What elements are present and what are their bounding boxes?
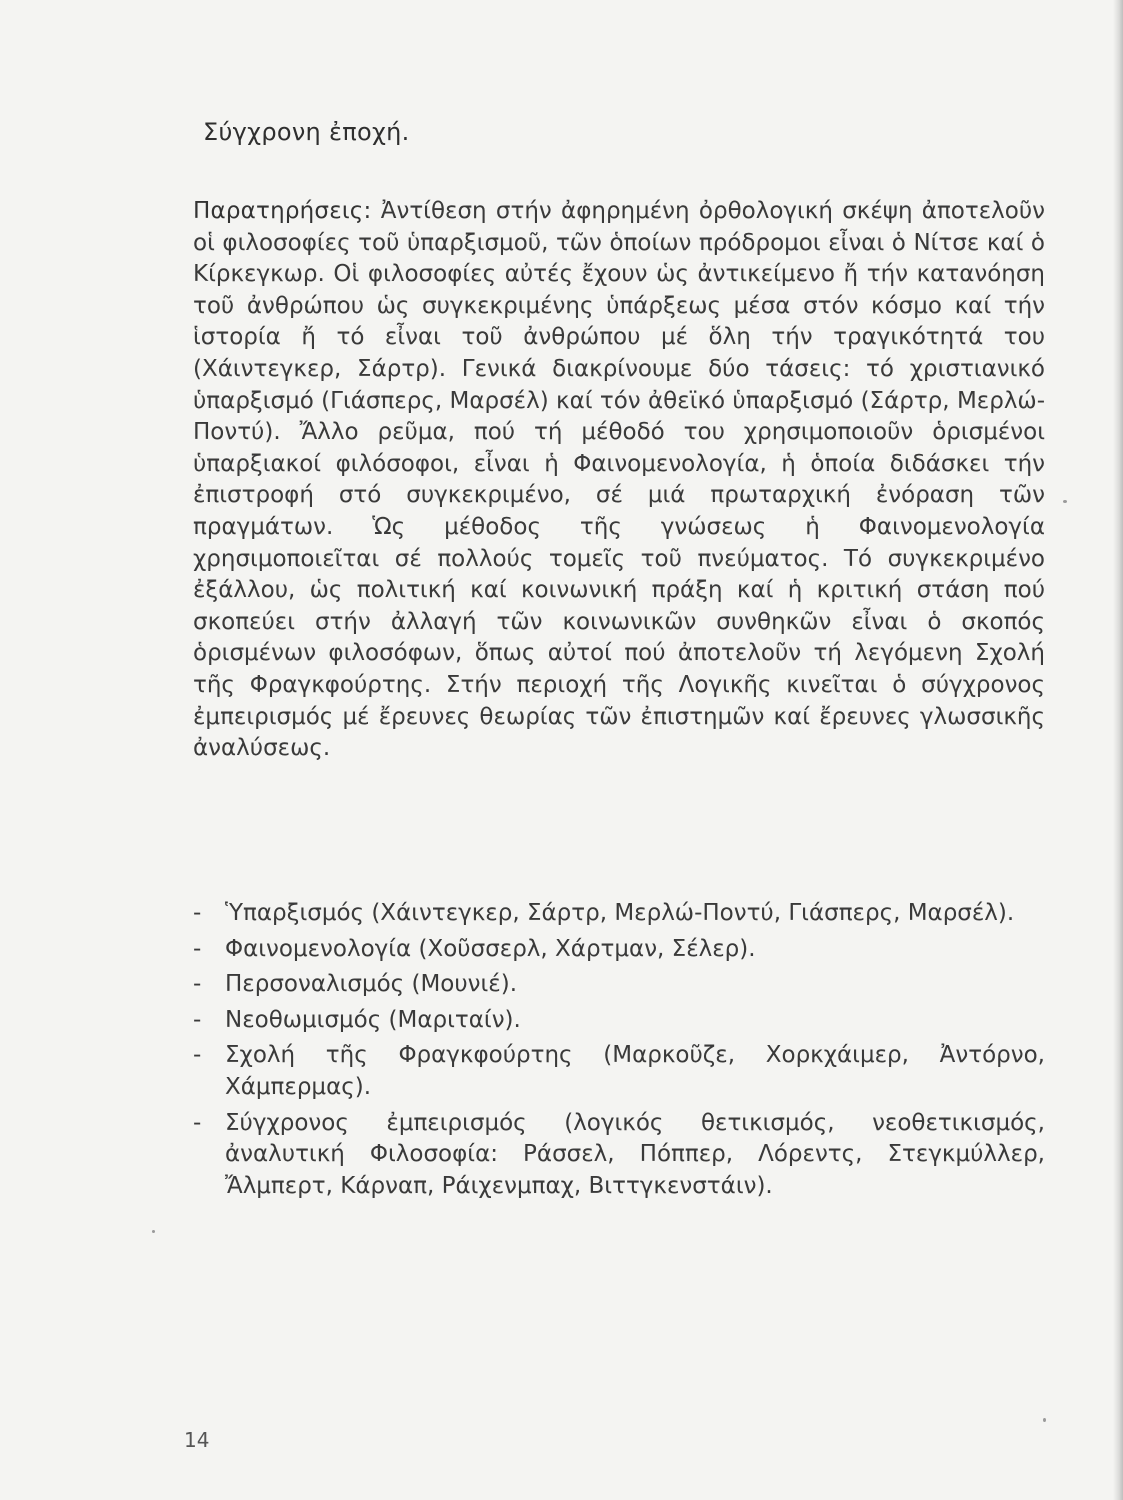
list-dash: - <box>193 1006 202 1033</box>
list-item-text: Νεοθωμισμός (Μαριταίν). <box>225 1006 521 1033</box>
list-item <box>193 934 1045 966</box>
list-item-text: Ὑπαρξισμός (Χάιντεγκερ, Σάρτρ, Μερλώ-Ποντύ, Γιάσπερς, Μαρσέλ). <box>225 900 1015 926</box>
list-dash: - <box>193 1042 202 1069</box>
list-dash: - <box>193 900 202 926</box>
list-item <box>193 1108 1045 1203</box>
scan-speck <box>1043 1418 1046 1422</box>
observations-paragraph <box>193 196 1045 765</box>
list-item <box>193 1040 1045 1103</box>
observations-text: Ἀντίθεση στήν ἀφηρημένη ὀρθολογική σκέψη ἀποτελοῦν οἱ φιλοσοφίες τοῦ ὑπαρξισμοῦ, τῶν ὁποίων πρόδρομοι εἶναι ὁ Νίτσε καί ὁ Κίρκεγκωρ. Οἱ φιλοσοφίες αὐτές ἔχουν ὡς ἀντικείμενο ἤ τήν κατανόηση τοῦ ἀνθρώπου ὡς συγκεκριμένης ὑπάρξεως μέσα στόν κόσμο καί τήν ἱστορία ἤ τό εἶναι τοῦ ἀνθρώπου μέ ὅλη τήν τραγικότητά του (Χάιντεγκερ, Σάρτρ). Γενικά διακρίνουμε δύο τάσεις: τό χριστιανικό ὑπαρξισμό (Γιάσπερς, Μαρσέλ) καί τόν ἀθεϊκό ὑπαρξισμό (Σάρτρ, Μερλώ-Ποντύ). Ἄλλο ρεῦμα, πού τή μέθοδό του χρησιμοποιοῦν ὁρισμένοι ὑπαρξιακοί φιλόσοφοι, εἶναι ἡ Φαινομενολογία, ἡ ὁποία διδάσκει τήν ἐπιστροφή στό συγκεκριμένο, σέ μιά πρωταρχική ἐνόραση τῶν πραγμάτων. Ὡς μέθοδος τῆς γνώσεως ἡ Φαινομενολογία χρησιμοποιεῖται σέ πολλούς τομεῖς τοῦ πνεύματος. Τό συγκεκριμένο ἐξάλλου, ὡς πολιτική καί κοινωνική πράξη καί ἡ κριτική στάση πού σκοπεύει στήν ἀλλαγή τῶν κοινωνικῶν συνθηκῶν εἶναι ὁ σκοπός ὁρισμένων φιλοσόφων, ὅπως αὐτοί πού ἀποτελοῦν τή λεγόμενη Σχολή τῆς Φραγκφούρτης. Στήν περιοχή τῆς Λογικῆς κινεῖται ὁ σύγχρονος ἐμπειρισμός μέ ἔρευνες θεωρίας τῶν ἐπιστημῶν καί ἔρευνες γλωσσικῆς ἀναλύσεως. <box>193 198 1045 762</box>
page-edge-shadow <box>1113 0 1123 1500</box>
observations-lead: Παρατηρήσεις: <box>193 198 372 224</box>
list-item-text: Φαινομενολογία (Χοῦσσερλ, Χάρτμαν, Σέλερ). <box>225 935 756 962</box>
list-dash: - <box>193 971 202 998</box>
list-item-text: Σχολή τῆς Φραγκφούρτης (Μαρκοῦζε, Χορκχάιμερ, Ἀντόρνο, Χάμπερμας). <box>225 1042 1045 1100</box>
section-heading: Σύγχρονη ἐποχή. <box>203 118 410 146</box>
scan-speck <box>1063 500 1067 503</box>
list-item <box>193 1005 1045 1037</box>
scan-speck <box>152 1230 155 1233</box>
list-item <box>193 969 1045 1001</box>
movements-list <box>193 898 1045 1206</box>
list-dash: - <box>193 935 202 962</box>
list-dash: - <box>193 1109 202 1136</box>
list-item-text: Περσοναλισμός (Μουνιέ). <box>225 971 518 998</box>
list-item-text: Σύγχρονος ἐμπειρισμός (λογικός θετικισμός, νεοθετικισμός, ἀναλυτική Φιλοσοφία: Ράσσελ, Πόππερ, Λόρεντς, Στεγκμύλλερ, Ἄλμπερτ, Κάρναπ, Ράιχενμπαχ, Βιττγκενστάιν). <box>225 1109 1045 1199</box>
page-number: 14 <box>184 1428 210 1452</box>
list-item <box>193 898 1045 930</box>
